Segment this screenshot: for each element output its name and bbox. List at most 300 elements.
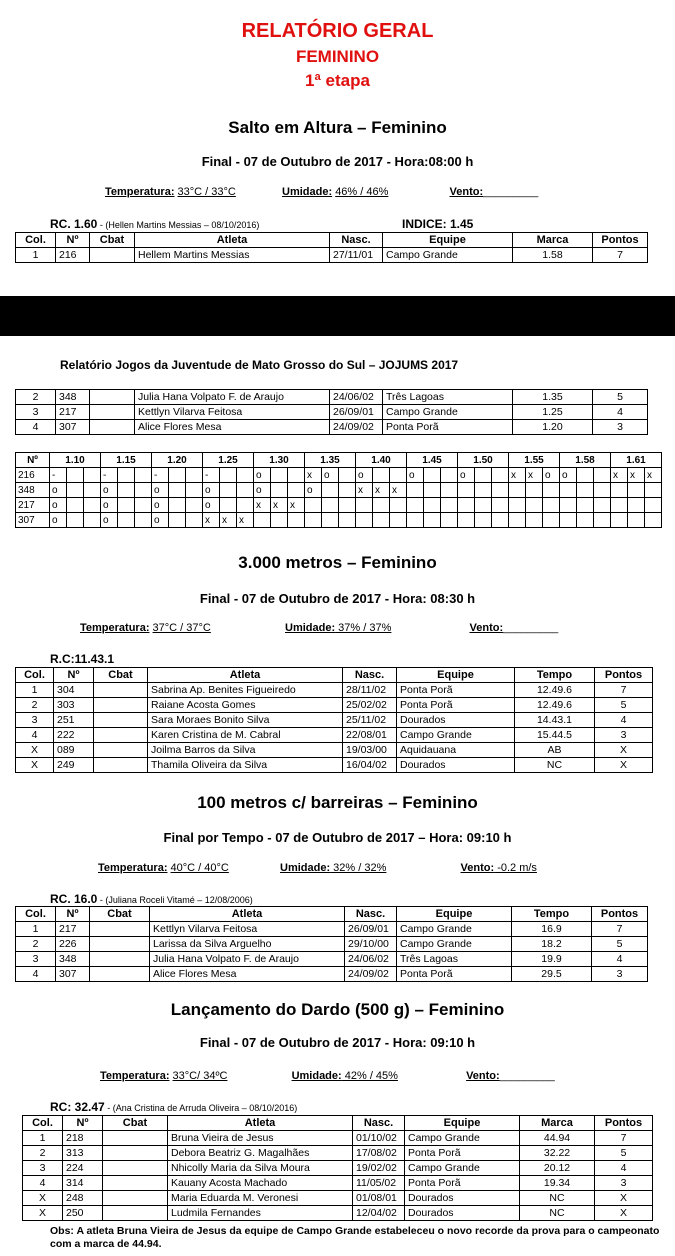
attempt-cell: o	[254, 483, 271, 498]
attempt-cell	[118, 498, 135, 513]
table-cell: 14.43.1	[515, 713, 595, 728]
table-cell: 11/05/02	[353, 1176, 405, 1191]
attempt-cell: -	[203, 468, 220, 483]
table-row	[23, 1146, 653, 1161]
table-row	[16, 937, 648, 952]
high-jump-record: RC. 1.60 - (Hellen Martins Messias – 08/10/2016)	[50, 217, 260, 231]
attempt-cell	[441, 483, 458, 498]
column-header: Nasc.	[345, 907, 397, 922]
table-cell: 22/08/01	[343, 728, 397, 743]
column-header: Col.	[16, 907, 56, 922]
attempt-cell	[577, 468, 594, 483]
table-cell: 29.5	[512, 967, 592, 982]
high-jump-attempts-grid	[15, 452, 662, 528]
height-header: 1.40	[356, 453, 407, 468]
table-cell: Dourados	[405, 1206, 520, 1221]
table-row	[23, 1161, 653, 1176]
attempt-cell: x	[526, 468, 543, 483]
hurdles-table	[15, 906, 648, 982]
table-row	[16, 952, 648, 967]
attempt-cell: x	[645, 468, 662, 483]
table-cell: 4	[23, 1176, 63, 1191]
table-cell: 19.9	[512, 952, 592, 967]
table-cell: X	[595, 758, 653, 773]
table-cell: 1	[16, 683, 54, 698]
column-header: Cbat	[90, 907, 150, 922]
attempt-cell	[186, 513, 203, 528]
table-cell: 3	[595, 728, 653, 743]
table-cell: 17/08/02	[353, 1146, 405, 1161]
table-cell: Alice Flores Mesa	[150, 967, 345, 982]
column-header: Atleta	[148, 668, 343, 683]
attempt-cell: o	[543, 468, 560, 483]
attempt-cell	[339, 483, 356, 498]
attempt-cell	[135, 483, 152, 498]
attempt-cell	[611, 483, 628, 498]
attempt-cell	[169, 468, 186, 483]
table-cell: AB	[515, 743, 595, 758]
table-cell: 2	[16, 698, 54, 713]
table-cell: 16/04/02	[343, 758, 397, 773]
column-header: Pontos	[595, 1116, 653, 1131]
javelin-obs-note: Obs: A atleta Bruna Vieira de Jesus da equipe de Campo Grande estabeleceu o novo recorde da prova para o campeonato com a marca de 44.94.	[50, 1225, 660, 1250]
table-cell: Nhicolly Maria da Silva Moura	[168, 1161, 353, 1176]
attempt-cell: o	[203, 483, 220, 498]
attempt-cell: x	[509, 468, 526, 483]
attempt-cell: o	[50, 483, 67, 498]
table-row	[16, 967, 648, 982]
table-cell: Três Lagoas	[397, 952, 512, 967]
table-cell	[94, 713, 148, 728]
attempt-cell	[322, 483, 339, 498]
column-header: Nasc.	[353, 1116, 405, 1131]
table-cell: Kauany Acosta Machado	[168, 1176, 353, 1191]
athlete-number: 307	[16, 513, 50, 528]
attempt-cell	[628, 483, 645, 498]
attempt-cell	[628, 513, 645, 528]
attempt-cell	[645, 513, 662, 528]
table-cell	[94, 743, 148, 758]
table-cell: Bruna Vieira de Jesus	[168, 1131, 353, 1146]
table-cell: Thamila Oliveira da Silva	[148, 758, 343, 773]
table-cell: 218	[63, 1131, 103, 1146]
attempt-cell	[594, 483, 611, 498]
attempt-cell: x	[220, 513, 237, 528]
attempt-cell: o	[50, 513, 67, 528]
table-cell	[103, 1161, 168, 1176]
attempt-cell	[594, 498, 611, 513]
attempt-cell: o	[356, 468, 373, 483]
attempt-cell	[560, 483, 577, 498]
attempt-cell	[373, 498, 390, 513]
height-header: 1.35	[305, 453, 356, 468]
hurdles-title: 100 metros c/ barreiras – Feminino	[197, 793, 478, 812]
attempt-cell	[271, 513, 288, 528]
attempt-cell	[611, 498, 628, 513]
table-cell: 12/04/02	[353, 1206, 405, 1221]
table-cell: 19/02/02	[353, 1161, 405, 1176]
table-cell: 18.2	[512, 937, 592, 952]
attempt-cell	[169, 483, 186, 498]
table-cell: 4	[16, 967, 56, 982]
attempt-cell	[509, 498, 526, 513]
column-header: Nº	[63, 1116, 103, 1131]
column-header: Col.	[16, 668, 54, 683]
attempt-cell: x	[628, 468, 645, 483]
table-cell: 01/10/02	[353, 1131, 405, 1146]
attempt-cell: -	[50, 468, 67, 483]
attempt-cell	[441, 513, 458, 528]
attempt-cell	[237, 498, 254, 513]
attempt-cell	[271, 468, 288, 483]
table-cell: 222	[54, 728, 94, 743]
table-cell: 44.94	[520, 1131, 595, 1146]
attempt-cell	[305, 513, 322, 528]
attempt-cell	[271, 483, 288, 498]
attempt-cell: -	[101, 468, 118, 483]
attempt-cell	[424, 498, 441, 513]
attempt-cell: o	[560, 468, 577, 483]
table-cell	[103, 1176, 168, 1191]
high-jump-title: Salto em Altura – Feminino	[228, 118, 447, 137]
table-cell: Ponta Porã	[397, 683, 515, 698]
column-header: Equipe	[397, 668, 515, 683]
table-cell: 250	[63, 1206, 103, 1221]
attempt-cell: x	[356, 483, 373, 498]
javelin-record: RC: 32.47 - (Ana Cristina de Arruda Oliveira – 08/10/2016)	[50, 1100, 298, 1114]
height-header: 1.30	[254, 453, 305, 468]
height-header: 1.25	[203, 453, 254, 468]
table-row	[16, 683, 653, 698]
attempt-cell	[67, 498, 84, 513]
table-cell: 4	[595, 1161, 653, 1176]
attempt-cell	[237, 483, 254, 498]
attempt-cell	[543, 498, 560, 513]
attempt-cell: x	[390, 483, 407, 498]
table-cell	[103, 1146, 168, 1161]
attempt-cell	[543, 513, 560, 528]
height-header: 1.58	[560, 453, 611, 468]
table-cell: Campo Grande	[405, 1161, 520, 1176]
column-header: Nº	[54, 668, 94, 683]
attempt-cell	[526, 513, 543, 528]
table-cell: 2	[23, 1146, 63, 1161]
table-cell: Ponta Porã	[405, 1146, 520, 1161]
column-header: Pontos	[592, 907, 648, 922]
table-cell: 16.9	[512, 922, 592, 937]
table-cell: 25/02/02	[343, 698, 397, 713]
attempt-cell	[84, 468, 101, 483]
attempt-cell: x	[611, 468, 628, 483]
report-running-title: Relatório Jogos da Juventude de Mato Grosso do Sul – JOJUMS 2017	[60, 358, 459, 372]
table-cell: 2	[16, 937, 56, 952]
table-cell: Maria Eduarda M. Veronesi	[168, 1191, 353, 1206]
table-cell: Aquidauana	[397, 743, 515, 758]
table-row	[16, 698, 653, 713]
table-cell: X	[16, 758, 54, 773]
attempt-cell	[390, 513, 407, 528]
table-cell: Debora Beatriz G. Magalhães	[168, 1146, 353, 1161]
table-cell: NC	[520, 1191, 595, 1206]
table-cell: Julia Hana Volpato F. de Araujo	[150, 952, 345, 967]
attempt-cell	[356, 513, 373, 528]
table-cell: 5	[592, 937, 648, 952]
table-header-row	[23, 1116, 653, 1131]
attempt-cell	[441, 468, 458, 483]
attempt-cell	[441, 498, 458, 513]
table-cell: X	[595, 1206, 653, 1221]
attempt-cell: o	[152, 498, 169, 513]
table-row	[16, 713, 653, 728]
table-cell: X	[23, 1206, 63, 1221]
table-cell: Ludmila Fernandes	[168, 1206, 353, 1221]
attempt-cell	[288, 468, 305, 483]
attempt-cell	[135, 468, 152, 483]
table-cell: 248	[63, 1191, 103, 1206]
table-cell: 12.49.6	[515, 683, 595, 698]
table-cell	[94, 683, 148, 698]
table-cell: 32.22	[520, 1146, 595, 1161]
athlete-number: 216	[16, 468, 50, 483]
column-header: Atleta	[150, 907, 345, 922]
table-cell	[94, 698, 148, 713]
attempt-cell	[305, 498, 322, 513]
table-cell: 304	[54, 683, 94, 698]
attempt-cell	[458, 498, 475, 513]
table-row: 2 348 Julia Hana Volpato F. de Araujo 24/06/02 Três Lagoas 1.35 5	[16, 390, 648, 405]
table-cell: Campo Grande	[405, 1131, 520, 1146]
attempt-cell	[135, 513, 152, 528]
attempt-cell	[424, 513, 441, 528]
page-break-bar	[0, 296, 675, 336]
table-cell: Joilma Barros da Silva	[148, 743, 343, 758]
table-cell: Dourados	[397, 713, 515, 728]
table-row	[23, 1206, 653, 1221]
attempt-cell	[407, 513, 424, 528]
attempt-cell	[390, 468, 407, 483]
table-cell: 7	[595, 683, 653, 698]
attempt-cell	[118, 513, 135, 528]
attempt-cell	[373, 468, 390, 483]
table-cell: 1	[23, 1131, 63, 1146]
table-cell	[94, 758, 148, 773]
table-cell: 26/09/01	[345, 922, 397, 937]
attempt-cell	[424, 483, 441, 498]
athlete-number: 348	[16, 483, 50, 498]
table-header-row	[16, 668, 653, 683]
column-header: Cbat	[103, 1116, 168, 1131]
table-cell: 01/08/01	[353, 1191, 405, 1206]
table-cell: Dourados	[405, 1191, 520, 1206]
table-cell: 5	[595, 1146, 653, 1161]
table-cell: 4	[16, 728, 54, 743]
table-cell: 5	[595, 698, 653, 713]
attempt-cell	[424, 468, 441, 483]
height-header: 1.45	[407, 453, 458, 468]
attempt-cell	[492, 498, 509, 513]
attempt-cell: x	[288, 498, 305, 513]
attempt-cell	[356, 498, 373, 513]
table-cell: 226	[56, 937, 90, 952]
attempt-cell	[67, 483, 84, 498]
table-cell: 314	[63, 1176, 103, 1191]
attempt-cell	[288, 483, 305, 498]
attempt-cell	[645, 483, 662, 498]
attempt-cell: o	[203, 498, 220, 513]
table-cell: NC	[515, 758, 595, 773]
attempt-cell	[390, 498, 407, 513]
attempt-cell: o	[101, 498, 118, 513]
attempt-cell	[526, 498, 543, 513]
table-cell: 15.44.5	[515, 728, 595, 743]
javelin-title: Lançamento do Dardo (500 g) – Feminino	[170, 1000, 505, 1019]
attempt-cell	[526, 483, 543, 498]
attempt-cell	[186, 498, 203, 513]
table-cell: 24/06/02	[345, 952, 397, 967]
table-row	[16, 728, 653, 743]
table-cell: Sara Moraes Bonito Silva	[148, 713, 343, 728]
column-header: Col.	[23, 1116, 63, 1131]
attempt-cell	[407, 498, 424, 513]
table-cell: 313	[63, 1146, 103, 1161]
table-cell: 28/11/02	[343, 683, 397, 698]
attempt-cell: -	[152, 468, 169, 483]
table-cell: Campo Grande	[397, 922, 512, 937]
attempt-cell	[220, 483, 237, 498]
attempt-cell	[254, 513, 271, 528]
hurdles-record: RC. 16.0 - (Juliana Roceli Vitamé – 12/08/2006)	[50, 892, 253, 906]
javelin-final: Final - 07 de Outubro de 2017 - Hora: 09:10 h	[199, 1035, 476, 1050]
attempt-cell	[509, 513, 526, 528]
attempt-cell: o	[101, 483, 118, 498]
table-cell: 3	[595, 1176, 653, 1191]
attempt-cell	[67, 513, 84, 528]
table-cell: 3	[23, 1161, 63, 1176]
report-stage: 1ª etapa	[305, 71, 370, 90]
attempt-cell: x	[271, 498, 288, 513]
grid-row	[16, 483, 662, 498]
attempt-cell	[509, 483, 526, 498]
table-cell: Karen Cristina de M. Cabral	[148, 728, 343, 743]
attempt-cell	[458, 483, 475, 498]
grid-header-row	[16, 453, 662, 468]
attempt-cell	[560, 513, 577, 528]
high-jump-table	[15, 232, 648, 263]
height-header: 1.20	[152, 453, 203, 468]
attempt-cell	[118, 483, 135, 498]
table-row	[23, 1176, 653, 1191]
table-cell: Ponta Porã	[405, 1176, 520, 1191]
m3000-table	[15, 667, 653, 773]
report-title: RELATÓRIO GERAL	[241, 20, 434, 42]
grid-header-label: Nº	[16, 453, 50, 468]
attempt-cell: o	[322, 468, 339, 483]
table-cell	[94, 728, 148, 743]
high-jump-conditions: Temperatura: 33°C / 33°C Umidade: 46% / 46% Vento:_________	[105, 186, 539, 198]
attempt-cell: o	[50, 498, 67, 513]
table-cell: Dourados	[397, 758, 515, 773]
height-header: 1.10	[50, 453, 101, 468]
attempt-cell	[577, 513, 594, 528]
table-cell: 3	[16, 713, 54, 728]
attempt-cell: x	[305, 468, 322, 483]
attempt-cell	[475, 498, 492, 513]
attempt-cell	[594, 468, 611, 483]
attempt-cell	[84, 483, 101, 498]
table-row: 1 216 Hellem Martins Messias 27/11/01 Campo Grande 1.58 7	[16, 248, 648, 263]
table-cell: 307	[56, 967, 90, 982]
attempt-cell	[645, 498, 662, 513]
hurdles-conditions: Temperatura: 40°C / 40°C Umidade: 32% / 32% Vento: -0.2 m/s	[98, 862, 537, 874]
attempt-cell: x	[237, 513, 254, 528]
m3000-title: 3.000 metros – Feminino	[238, 553, 437, 572]
attempt-cell: o	[458, 468, 475, 483]
column-header: Nº	[56, 907, 90, 922]
attempt-cell: x	[254, 498, 271, 513]
column-header: Pontos	[595, 668, 653, 683]
attempt-cell	[611, 513, 628, 528]
table-cell: 303	[54, 698, 94, 713]
table-cell: 20.12	[520, 1161, 595, 1176]
height-header: 1.61	[611, 453, 662, 468]
table-cell	[90, 937, 150, 952]
attempt-cell	[186, 483, 203, 498]
table-cell: Campo Grande	[397, 937, 512, 952]
attempt-cell	[475, 468, 492, 483]
table-row: 3 217 Kettlyn Vilarva Feitosa 26/09/01 Campo Grande 1.25 4	[16, 405, 648, 420]
attempt-cell	[237, 468, 254, 483]
table-cell: 3	[16, 952, 56, 967]
attempt-cell	[407, 483, 424, 498]
table-cell	[103, 1131, 168, 1146]
table-row	[16, 758, 653, 773]
javelin-conditions: Temperatura: 33°C/ 34ºC Umidade: 42% / 45% Vento:_________	[100, 1070, 555, 1082]
athlete-number: 217	[16, 498, 50, 513]
table-cell	[90, 952, 150, 967]
attempt-cell	[373, 513, 390, 528]
table-cell: Ponta Porã	[397, 698, 515, 713]
table-row	[23, 1191, 653, 1206]
table-cell: 7	[595, 1131, 653, 1146]
table-cell: 7	[592, 922, 648, 937]
high-jump-final: Final - 07 de Outubro de 2017 - Hora:08:00 h	[201, 154, 474, 169]
javelin-table	[22, 1115, 653, 1221]
attempt-cell	[169, 513, 186, 528]
table-cell: NC	[520, 1206, 595, 1221]
grid-row	[16, 468, 662, 483]
attempt-cell: o	[152, 513, 169, 528]
high-jump-table-continued	[15, 389, 648, 435]
attempt-cell	[322, 498, 339, 513]
attempt-cell: o	[407, 468, 424, 483]
table-cell: 29/10/00	[345, 937, 397, 952]
table-row: 4 307 Alice Flores Mesa 24/09/02 Ponta Porã 1.20 3	[16, 420, 648, 435]
table-cell: 224	[63, 1161, 103, 1176]
height-header: 1.50	[458, 453, 509, 468]
attempt-cell	[475, 483, 492, 498]
grid-row	[16, 498, 662, 513]
height-header: 1.55	[509, 453, 560, 468]
table-cell: X	[595, 1191, 653, 1206]
high-jump-index: INDICE: 1.45	[402, 217, 474, 231]
table-cell	[90, 967, 150, 982]
table-cell	[103, 1206, 168, 1221]
table-cell: Sabrina Ap. Benites Figueiredo	[148, 683, 343, 698]
attempt-cell	[475, 513, 492, 528]
column-header: Tempo	[515, 668, 595, 683]
m3000-record: R.C:11.43.1	[50, 652, 115, 666]
attempt-cell	[169, 498, 186, 513]
